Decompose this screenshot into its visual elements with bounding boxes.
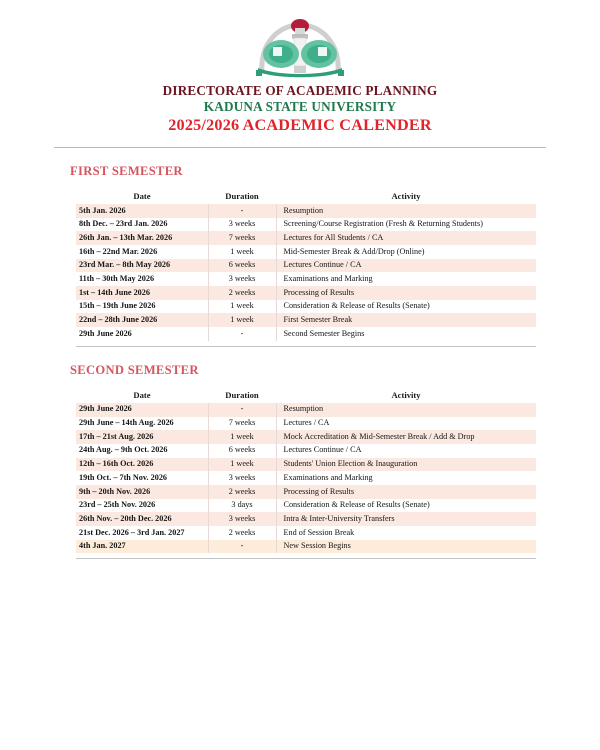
cell-date: 29th June – 14th Aug. 2026 [76,417,208,431]
first-semester-table-head [76,191,536,204]
table-row [76,471,536,485]
cell-date: 15th – 19th June 2026 [76,300,208,314]
table-row [76,327,536,341]
cell-date: 5th Jan. 2026 [76,204,208,218]
cell-activity: Examinations and Marking [276,471,536,485]
cell-date: 23rd – 25th Nov. 2026 [76,499,208,513]
header-divider [54,147,546,148]
cell-duration: 6 weeks [208,444,276,458]
cell-date: 21st Dec. 2026 – 3rd Jan. 2027 [76,526,208,540]
table-row [76,499,536,513]
cell-activity: Mid-Semester Break & Add/Drop (Online) [276,245,536,259]
cell-date: 1st – 14th June 2026 [76,286,208,300]
first-semester-section [0,164,600,347]
table-row [76,444,536,458]
cell-date: 4th Jan. 2027 [76,540,208,554]
column-header-duration: Duration [208,390,276,403]
cell-date: 16th – 22nd Mar. 2026 [76,245,208,259]
cell-date: 8th Dec. – 23rd Jan. 2026 [76,218,208,232]
cell-date: 19th Oct. – 7th Nov. 2026 [76,471,208,485]
cell-activity: Examinations and Marking [276,272,536,286]
cell-date: 9th – 20th Nov. 2026 [76,485,208,499]
table-header-row [76,191,536,204]
cell-activity: Lectures Continue / CA [276,444,536,458]
cell-duration: 1 week [208,300,276,314]
kaduna-state-university-crest-icon [248,14,352,80]
cell-activity: Lectures Continue / CA [276,259,536,273]
cell-duration: 2 weeks [208,526,276,540]
table-row [76,300,536,314]
page-title: 2025/2026 ACADEMIC CALENDER [168,116,432,135]
cell-activity: Intra & Inter-University Transfers [276,512,536,526]
cell-duration: 1 week [208,245,276,259]
cell-activity: Screening/Course Registration (Fresh & Returning Students) [276,218,536,232]
cell-date: 26th Jan. – 13th Mar. 2026 [76,231,208,245]
header-line-university: KADUNA STATE UNIVERSITY [203,99,397,115]
cell-duration: 1 week [208,313,276,327]
cell-duration: 3 weeks [208,471,276,485]
second-semester-table-head [76,390,536,403]
cell-date: 29th June 2026 [76,403,208,417]
second-semester-table-body [76,403,536,554]
first-semester-table-bottom-rule [76,346,536,347]
cell-activity: Consideration & Release of Results (Senate) [276,499,536,513]
column-header-duration: Duration [208,191,276,204]
cell-duration: 7 weeks [208,417,276,431]
first-semester-title: FIRST SEMESTER [70,163,183,178]
cell-activity: Lectures / CA [276,417,536,431]
column-header-date: Date [76,191,208,204]
header-line-directorate: DIRECTORATE OF ACADEMIC PLANNING [162,83,438,98]
table-row [76,218,536,232]
cell-duration: 1 week [208,430,276,444]
table-row [76,485,536,499]
cell-duration: 3 weeks [208,512,276,526]
cell-duration: - [208,403,276,417]
table-header-row [76,390,536,403]
second-semester-title: SECOND SEMESTER [70,362,199,377]
cell-duration: 2 weeks [208,485,276,499]
cell-activity: Consideration & Release of Results (Senate) [276,300,536,314]
table-row [76,204,536,218]
first-semester-table [76,191,536,341]
cell-date: 12th – 16th Oct. 2026 [76,458,208,472]
cell-activity: Processing of Results [276,286,536,300]
document-header [0,0,600,148]
cell-activity: New Session Begins [276,540,536,554]
cell-activity: Students' Union Election & Inauguration [276,458,536,472]
second-semester-table [76,390,536,554]
cell-activity: End of Session Break [276,526,536,540]
cell-activity: Lectures for All Students / CA [276,231,536,245]
table-row [76,272,536,286]
column-header-date: Date [76,390,208,403]
cell-duration: 3 weeks [208,272,276,286]
table-row [76,286,536,300]
table-row [76,231,536,245]
cell-duration: 3 weeks [208,218,276,232]
second-semester-table-bottom-rule [76,558,536,559]
cell-duration: 6 weeks [208,259,276,273]
table-row [76,526,536,540]
cell-duration: - [208,540,276,554]
column-header-activity: Activity [276,390,536,403]
cell-date: 29th June 2026 [76,327,208,341]
cell-duration: 1 week [208,458,276,472]
cell-activity: Resumption [276,403,536,417]
cell-activity: Second Semester Begins [276,327,536,341]
first-semester-table-body [76,204,536,341]
cell-activity: Processing of Results [276,485,536,499]
cell-activity: Resumption [276,204,536,218]
second-semester-section [0,363,600,560]
cell-duration: 2 weeks [208,286,276,300]
cell-date: 26th Nov. – 20th Dec. 2026 [76,512,208,526]
table-row [76,313,536,327]
cell-activity: Mock Accreditation & Mid-Semester Break / Add & Drop [276,430,536,444]
table-row [76,512,536,526]
cell-date: 11th – 30th May 2026 [76,272,208,286]
table-row [76,417,536,431]
table-row [76,245,536,259]
cell-duration: - [208,327,276,341]
column-header-activity: Activity [276,191,536,204]
table-row [76,430,536,444]
table-row [76,403,536,417]
table-row [76,458,536,472]
cell-date: 23rd Mar. – 8th May 2026 [76,259,208,273]
cell-date: 22nd – 28th June 2026 [76,313,208,327]
cell-date: 24th Aug. – 9th Oct. 2026 [76,444,208,458]
cell-duration: - [208,204,276,218]
table-row [76,540,536,554]
cell-activity: First Semester Break [276,313,536,327]
table-row [76,259,536,273]
cell-duration: 3 days [208,499,276,513]
cell-date: 17th – 21st Aug. 2026 [76,430,208,444]
cell-duration: 7 weeks [208,231,276,245]
